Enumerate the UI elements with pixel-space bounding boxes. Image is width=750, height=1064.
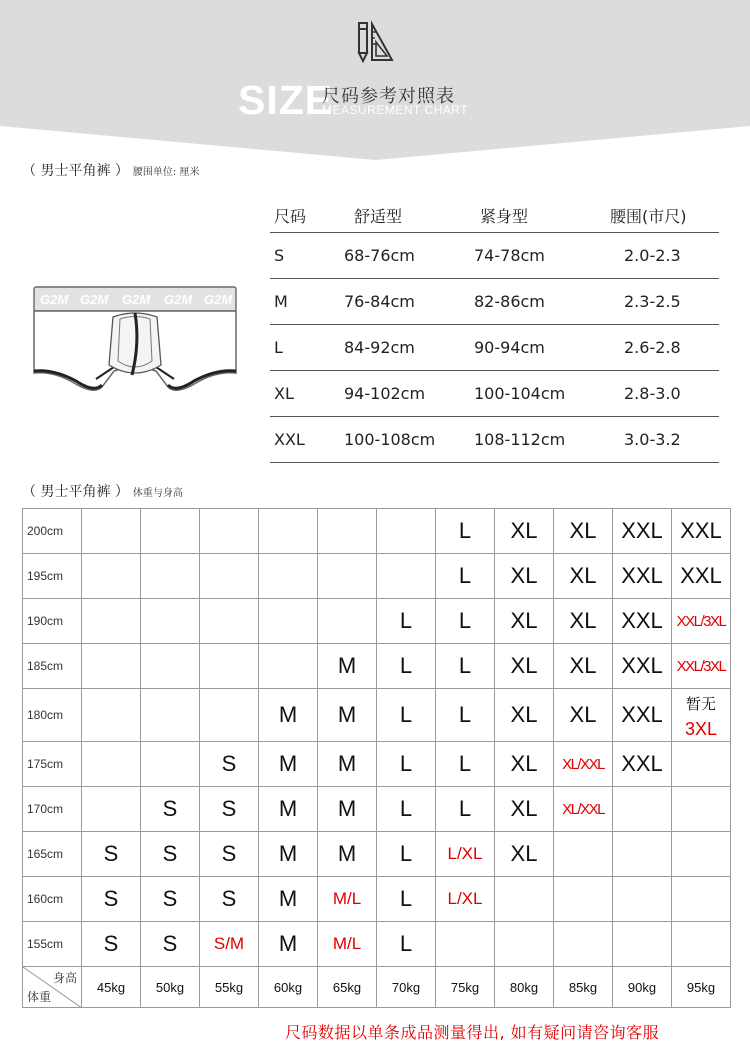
height-label: 185cm (23, 644, 82, 689)
size-table-row (270, 233, 719, 279)
weight-row (23, 967, 731, 1008)
size-recommendation-cell: S (141, 877, 200, 922)
size-recommendation-cell: L (377, 832, 436, 877)
fit-row (23, 787, 731, 832)
size-recommendation-cell: L (436, 689, 495, 742)
height-label: 155cm (23, 922, 82, 967)
size-cell: M (274, 292, 288, 311)
size-recommendation-cell (554, 922, 613, 967)
size-recommendation-cell: S (141, 922, 200, 967)
weight-label: 50kg (141, 967, 200, 1008)
weight-label: 55kg (200, 967, 259, 1008)
size-recommendation-cell (318, 509, 377, 554)
size-recommendation-cell: XXL (613, 689, 672, 742)
waistband-logo: G2M (40, 292, 69, 307)
size-recommendation-cell (554, 877, 613, 922)
size-recommendation-cell (554, 832, 613, 877)
size-table-row (270, 325, 719, 371)
size-recommendation-cell: L (377, 742, 436, 787)
height-label: 200cm (23, 509, 82, 554)
size-recommendation-cell: XXL/3XL (672, 644, 731, 689)
size-recommendation-cell: XL (554, 599, 613, 644)
size-table-row (270, 279, 719, 325)
title-english: MEASUREMENT CHART (322, 103, 469, 117)
tight-cell: 82-86cm (474, 292, 545, 311)
size-recommendation-cell: XL (554, 644, 613, 689)
height-axis-label: 身高 (52, 971, 77, 985)
size-recommendation-cell: XL/XXL (554, 787, 613, 832)
fit-table (22, 508, 731, 1008)
size-recommendation-cell: S/M (200, 922, 259, 967)
height-label: 160cm (23, 877, 82, 922)
size-recommendation-cell (495, 922, 554, 967)
size-recommendation-cell: L (436, 787, 495, 832)
header-waist: 腰围(市尺) (610, 206, 687, 226)
not-available-text: 暂无 (685, 696, 716, 713)
fit-row (23, 742, 731, 787)
size-table-row (270, 371, 719, 417)
tight-cell: 74-78cm (474, 246, 545, 265)
comfort-cell: 68-76cm (344, 246, 415, 265)
size-recommendation-cell (259, 644, 318, 689)
size-recommendation-cell: S (200, 787, 259, 832)
weight-label: 65kg (318, 967, 377, 1008)
weight-axis-label: 体重 (27, 990, 52, 1004)
tight-cell: 90-94cm (474, 338, 545, 357)
size-recommendation-cell (613, 832, 672, 877)
size-recommendation-cell: XL (554, 554, 613, 599)
size-cell: L (274, 338, 283, 357)
waistband-logo: G2M (164, 292, 193, 307)
size-recommendation-cell: S (82, 877, 141, 922)
waist-cell: 3.0-3.2 (624, 430, 681, 449)
size-recommendation-cell (672, 787, 731, 832)
size-recommendation-cell (613, 877, 672, 922)
size-recommendation-cell: XL (495, 599, 554, 644)
size-recommendation-cell: XL (495, 689, 554, 742)
size-recommendation-cell: XL (554, 509, 613, 554)
size-recommendation-cell: S (82, 832, 141, 877)
size-heading: SIZE (238, 77, 334, 123)
size-recommendation-cell: M/L (318, 922, 377, 967)
size-recommendation-cell: S (200, 832, 259, 877)
size-recommendation-cell: S (200, 877, 259, 922)
size-recommendation-cell: XL (495, 787, 554, 832)
size-recommendation-cell: L/XL (436, 832, 495, 877)
header-comfort: 舒适型 (354, 206, 403, 226)
size-cell: XXL (274, 430, 305, 449)
weight-label: 75kg (436, 967, 495, 1008)
size-recommendation-cell: XXL (613, 644, 672, 689)
size-recommendation-cell (141, 742, 200, 787)
size-recommendation-cell (200, 644, 259, 689)
size-recommendation-cell: L (377, 644, 436, 689)
size-recommendation-cell (82, 599, 141, 644)
fit-row (23, 509, 731, 554)
fit-grid (22, 508, 731, 1008)
size-recommendation-cell (495, 877, 554, 922)
comfort-cell: 94-102cm (344, 384, 426, 403)
size-recommendation-cell (82, 509, 141, 554)
height-label: 180cm (23, 689, 82, 742)
size-recommendation-cell: L/XL (436, 877, 495, 922)
waist-cell: 2.8-3.0 (624, 384, 681, 403)
size-recommendation-cell: L (377, 689, 436, 742)
section-title-text: （ 男士平角裤 ） (22, 163, 129, 179)
size-recommendation-cell: XL (554, 689, 613, 742)
waistband-logo: G2M (80, 292, 109, 307)
size-recommendation-cell (141, 644, 200, 689)
height-label: 195cm (23, 554, 82, 599)
size-recommendation-cell (82, 742, 141, 787)
fit-row (23, 877, 731, 922)
comfort-cell: 84-92cm (344, 338, 415, 357)
waistband-logo: G2M (204, 292, 233, 307)
size-recommendation-cell (82, 787, 141, 832)
fit-row (23, 922, 731, 967)
waist-cell: 2.6-2.8 (624, 338, 681, 357)
pencil-ruler-icon (356, 20, 396, 64)
size-recommendation-cell: L (436, 554, 495, 599)
size-recommendation-cell: S (200, 742, 259, 787)
size-recommendation-cell: M (259, 689, 318, 742)
size-recommendation-cell (141, 554, 200, 599)
size-recommendation-cell (318, 599, 377, 644)
size-recommendation-cell: L (377, 787, 436, 832)
size-table-row (270, 417, 719, 463)
size-recommendation-cell (672, 689, 731, 742)
size-recommendation-cell: XXL (613, 599, 672, 644)
section-title-waist (22, 160, 199, 180)
size-recommendation-cell: S (82, 922, 141, 967)
size-recommendation-cell: M (318, 742, 377, 787)
size-recommendation-cell: XL (495, 644, 554, 689)
footnote: 尺码数据以单条成品测量得出, 如有疑问请咨询客服 (285, 1023, 660, 1042)
size-recommendation-cell (259, 509, 318, 554)
size-recommendation-cell (141, 509, 200, 554)
size-table (270, 198, 719, 463)
size-recommendation-cell: L (377, 877, 436, 922)
unit-note: 腰围单位: 厘米 (132, 167, 200, 178)
briefs-illustration (24, 283, 246, 409)
weight-label: 80kg (495, 967, 554, 1008)
size-recommendation-cell: M (259, 787, 318, 832)
waist-cell: 2.0-2.3 (624, 246, 681, 265)
size-recommendation-cell: L (436, 509, 495, 554)
size-recommendation-cell (82, 644, 141, 689)
size-recommendation-cell (200, 689, 259, 742)
size-recommendation-cell (672, 922, 731, 967)
size-recommendation-cell (672, 742, 731, 787)
corner-cell (23, 967, 82, 1008)
size-recommendation-cell: S (141, 832, 200, 877)
size-recommendation-cell (259, 599, 318, 644)
height-label: 190cm (23, 599, 82, 644)
height-label: 175cm (23, 742, 82, 787)
size-recommendation-cell: XXL/3XL (672, 599, 731, 644)
size-recommendation-cell (377, 554, 436, 599)
size-recommendation-cell: XXL (613, 509, 672, 554)
size-recommendation-cell: M (318, 644, 377, 689)
not-available-size: 3XL (684, 719, 718, 739)
waist-cell: 2.3-2.5 (624, 292, 681, 311)
height-label: 170cm (23, 787, 82, 832)
size-recommendation-cell: L (377, 922, 436, 967)
size-recommendation-cell: M/L (318, 877, 377, 922)
size-recommendation-cell: XXL (672, 554, 731, 599)
size-recommendation-cell (672, 832, 731, 877)
size-recommendation-cell (82, 554, 141, 599)
size-recommendation-cell (200, 554, 259, 599)
weight-label: 90kg (613, 967, 672, 1008)
size-recommendation-cell: XXL (672, 509, 731, 554)
size-recommendation-cell: L (436, 599, 495, 644)
size-recommendation-cell: M (259, 877, 318, 922)
header-size: 尺码 (274, 206, 307, 226)
size-cell: S (274, 246, 285, 265)
size-recommendation-cell (200, 509, 259, 554)
size-recommendation-cell (141, 599, 200, 644)
header-tight: 紧身型 (480, 206, 529, 226)
section-title-fit (22, 481, 183, 501)
weight-label: 85kg (554, 967, 613, 1008)
size-recommendation-cell: XL/XXL (554, 742, 613, 787)
size-recommendation-cell: M (259, 922, 318, 967)
fit-row (23, 689, 731, 742)
height-label: 165cm (23, 832, 82, 877)
size-recommendation-cell: XXL (613, 554, 672, 599)
comfort-cell: 100-108cm (344, 430, 436, 449)
size-recommendation-cell (672, 877, 731, 922)
size-recommendation-cell (82, 689, 141, 742)
weight-label: 60kg (259, 967, 318, 1008)
size-recommendation-cell: XL (495, 554, 554, 599)
size-recommendation-cell: M (259, 742, 318, 787)
tight-cell: 100-104cm (474, 384, 566, 403)
size-recommendation-cell: XXL (613, 742, 672, 787)
size-recommendation-cell (377, 509, 436, 554)
fit-note: 体重与身高 (132, 488, 183, 499)
weight-label: 95kg (672, 967, 731, 1008)
size-recommendation-cell: M (318, 832, 377, 877)
fit-row (23, 644, 731, 689)
size-cell: XL (274, 384, 294, 403)
weight-label: 45kg (82, 967, 141, 1008)
size-recommendation-cell (259, 554, 318, 599)
fit-row (23, 554, 731, 599)
size-recommendation-cell: M (318, 689, 377, 742)
waistband-logo: G2M (122, 292, 151, 307)
comfort-cell: 76-84cm (344, 292, 415, 311)
weight-label: 70kg (377, 967, 436, 1008)
size-recommendation-cell (200, 599, 259, 644)
size-recommendation-cell: M (259, 832, 318, 877)
size-recommendation-cell: M (318, 787, 377, 832)
size-recommendation-cell: XL (495, 509, 554, 554)
size-recommendation-cell: L (377, 599, 436, 644)
fit-row (23, 832, 731, 877)
size-recommendation-cell: L (436, 742, 495, 787)
title-chinese: 尺码参考对照表 (322, 86, 455, 107)
size-recommendation-cell (613, 787, 672, 832)
size-recommendation-cell: XL (495, 742, 554, 787)
size-recommendation-cell (141, 689, 200, 742)
size-table-header (270, 198, 719, 233)
tight-cell: 108-112cm (474, 430, 566, 449)
fit-row (23, 599, 731, 644)
size-recommendation-cell (318, 554, 377, 599)
size-recommendation-cell (436, 922, 495, 967)
size-recommendation-cell: L (436, 644, 495, 689)
size-recommendation-cell (613, 922, 672, 967)
size-recommendation-cell: XL (495, 832, 554, 877)
size-recommendation-cell: S (141, 787, 200, 832)
section-title-text: （ 男士平角裤 ） (22, 484, 129, 500)
